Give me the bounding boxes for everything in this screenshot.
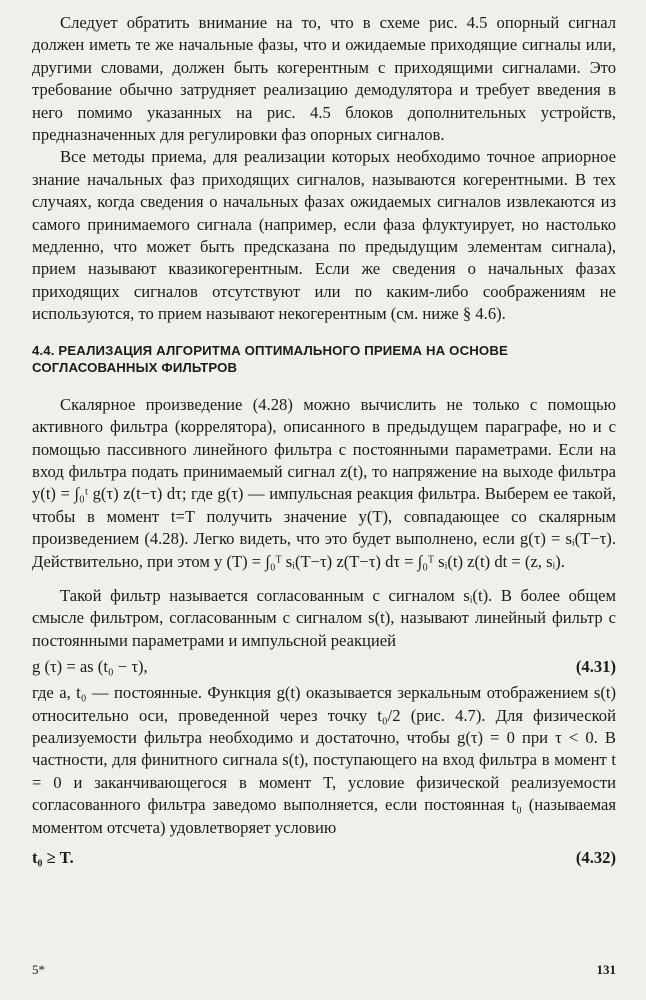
paragraph-coherent-reference: Следует обратить внимание на то, что в схеме рис. 4.5 опорный сигнал должен иметь те же начальные фазы, что и ожидаемые приходящие сигналы или, другими словами, должен быть когерентным с приходящими сигналами. Это требование обычно затрудняет реализацию демодулятора и требует введения в него помимо указанных на рис. 4.5 блоков дополнительных устройств, предназначенных для регулировки фаз опорных сигналов. (32, 13, 616, 145)
formula-4-32-expression: t₀ ≥ T. (32, 848, 74, 867)
paragraph-matched-filter: Такой фильтр называется согласованным с сигналом sᵢ(t). В более общем смысле фильтром, согласованным с сигналом s(t), называют линейный фильтр с постоянными параметрами и импульсной реакцией (32, 585, 616, 650)
paragraph-realizability: где a, t₀ — постоянные. Функция g(t) оказывается зеркальным отображением s(t) относительно оси, проведенной через точку t₀/2 (рис. 4.7). Для физической реализуемости фильтра необходимо и достаточно, чтобы g(τ) = 0 при τ < 0. В частности, для финитного сигнала s(t), поступающего на вход фильтра в момент t = 0 и заканчивающегося в момент T, условие физической реализуемости согласованного фильтра заведомо выполняется, если постоянная t₀ (называемая моментом отсчета) удовлетворяет условию (32, 683, 616, 837)
formula-4-31 (32, 656, 616, 678)
signature-mark: 5* (32, 962, 45, 977)
paragraph-scalar-product: Скалярное произведение (4.28) можно вычислить не только с помощью активного фильтра (коррелятора), описанного в предыдущем параграфе, но и с помощью пассивного линейного фильтра с постоянными параметрами. Если на вход фильтра подать принимаемый сигнал z(t), то напряжение на выходе фильтра y(t) = ∫₀ᵗ g(τ) z(t−τ) dτ; где g(τ) — импульсная реакция фильтра. Выберем ее такой, чтобы в момент t=T получить значение y(T), совпадающее со скалярным произведением (4.28). Легко видеть, что это будет выполнено, если g(τ) = sᵢ(T−τ). Действительно, при этом y (T) = ∫₀ᵀ sᵢ(T−τ) z(T−τ) dτ = ∫₀ᵀ sᵢ(t) z(t) dt = (z, sᵢ). (32, 394, 616, 571)
formula-4-32 (32, 847, 616, 869)
formula-4-31-expression: g (τ) = as (t₀ − τ), (32, 657, 148, 677)
formula-4-31-number: (4.31) (575, 657, 616, 677)
formula-4-32-number: (4.32) (575, 848, 616, 867)
section-heading: 4.4. РЕАЛИЗАЦИЯ АЛГОРИТМА ОПТИМАЛЬНОГО ПРИЕМА НА ОСНОВЕ СОГЛАСОВАННЫХ ФИЛЬТРОВ (32, 342, 508, 375)
page-content (32, 12, 616, 873)
page-number: 131 (596, 962, 616, 977)
paragraph-reception-methods: Все методы приема, для реализации которых необходимо точное априорное знание начальных фаз приходящих сигналов, называются когерентными. В тех случаях, когда сведения о начальных фазах ожидаемых сигналов извлекаются из самого принимаемого сигнала (например, если фаза флуктуирует, но настолько медленно, что может быть предсказана по предыдущим элементам сигнала), прием называют квазикогерентным. Если же сведения о начальных фазах приходящих сигналов отсутствуют или по каким-либо соображениям не используются, то прием называют некогерентным (см. ниже § 4.6). (32, 147, 616, 324)
